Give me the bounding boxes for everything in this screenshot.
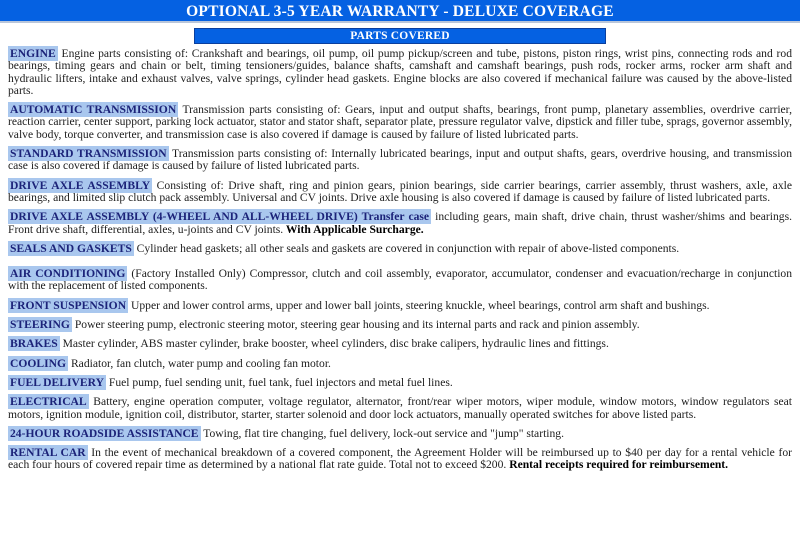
coverage-section <box>8 148 792 173</box>
coverage-section <box>8 48 792 97</box>
section-body-text: In the event of mechanical breakdown of a covered component, the Agreement Holder will be reimbursed up to $40 per day for a rental vehicle for each four hours of covered repair time as determined by a national flat rate guide. Total not to exceed $200. <box>8 446 793 472</box>
section-body-text: Cylinder head gaskets; all other seals and gaskets are covered in conjunction with repair of above-listed components. <box>133 241 680 255</box>
coverage-section <box>8 447 792 472</box>
coverage-section <box>8 180 792 205</box>
section-heading-label: DRIVE AXLE ASSEMBLY (4-WHEEL AND ALL-WHEEL DRIVE) <box>10 210 358 224</box>
section-heading-label: SEALS AND GASKETS <box>10 241 132 255</box>
coverage-section <box>8 396 792 421</box>
section-heading-label: STEERING <box>10 318 70 332</box>
coverage-section <box>8 377 792 389</box>
coverage-section <box>8 268 792 293</box>
coverage-section <box>8 243 792 255</box>
sections <box>0 44 800 472</box>
parts-covered-banner <box>194 28 606 44</box>
section-heading-label: AUTOMATIC TRANSMISSION <box>10 103 177 117</box>
section-heading-label: DRIVE AXLE ASSEMBLY <box>10 178 151 192</box>
section-heading <box>8 356 68 371</box>
section-body-text: Consisting of: Drive shaft, ring and pinion gears, pinion bearings, side carrier bearings, carrier assembly, thrust washers, axle, axle bearings, and limited slip clutch pack assembly. Universal and CV joints. Drive axle housing is also covered if damage is caused by failure of listed lubricated parts. <box>8 178 792 204</box>
section-body-text: including gears, main shaft, drive chain, thrust washer/shims and bearings. Front drive shaft, differential, axles, u-joints and CV joints. <box>8 210 792 236</box>
section-body-text: Transmission parts consisting of: Gears, input and output shafts, bearings, front pump, planetary assemblies, overdrive carrier, reaction carrier, center support, parking lock actuator, stator and stator shaft, separator plate, pressure regulator valve, dipstick and filler tube, sprags, governor assembly, valve body, torque converter, and transmission case is also covered if damage is caused by failure of listed lubricated parts. <box>8 103 792 141</box>
section-heading <box>8 336 60 351</box>
section-heading <box>8 317 72 332</box>
section-body-text: Battery, engine operation computer, voltage regulator, alternator, front/rear wiper motors, wiper module, window motors, window regulators seat motors, ignition module, ignition coil, distributor, starter, starter solenoid and door lock actuators, manually operated switches for above listed parts. <box>8 395 792 421</box>
section-body-bold-text: With Applicable Surcharge. <box>283 222 424 236</box>
section-body-text: (Factory Installed Only) Compressor, clutch and coil assembly, evaporator, accumulator, condenser and evacuation/recharge in conjunction with the replacement of listed components. <box>8 267 793 293</box>
coverage-section <box>8 104 792 141</box>
section-heading <box>8 298 128 313</box>
section-heading-label: BRAKES <box>10 337 58 351</box>
section-heading <box>8 375 106 390</box>
section-body-text: Towing, flat tire changing, fuel delivery, lock-out service and "jump" starting. <box>200 426 564 440</box>
coverage-section <box>8 211 792 236</box>
section-body-text: Engine parts consisting of: Crankshaft and bearings, oil pump, oil pump pickup/screen and tube, pistons, piston rings, wrist pins, connecting rods and rod bearings, timing gears and chain or belt, timing tensioners/guides, balance shafts, camshaft and camshaft bearings, push rods, rocker arms, rocker arm shaft and hydraulic lifters, intake and exhaust valves, valve springs, cylinder head gaskets. Engine blocks are also covered if mechanical failure was caused by the above-listed parts. <box>8 47 792 97</box>
warranty-title-banner <box>0 0 800 23</box>
warranty-title: OPTIONAL 3-5 YEAR WARRANTY - DELUXE COVERAGE <box>186 3 614 20</box>
coverage-section <box>8 338 792 350</box>
coverage-section <box>8 300 792 312</box>
section-body-text: Transmission parts consisting of: Internally lubricated bearings, input and output shafts, gears, overdrive housing, and transmission case is also covered if damage is caused by failure of listed lubricated parts. <box>8 147 793 173</box>
section-body-text: Fuel pump, fuel sending unit, fuel tank, fuel injectors and metal fuel lines. <box>105 375 453 389</box>
section-heading <box>8 426 201 441</box>
section-heading-label: AIR CONDITIONING <box>10 267 126 281</box>
section-body-text: Upper and lower control arms, upper and lower ball joints, steering knuckle, wheel bearings, control arm shaft and bushings. <box>128 298 710 312</box>
section-heading-label: COOLING <box>10 356 67 370</box>
section-body-bold-text: Rental receipts required for reimbursement. <box>506 458 729 472</box>
section-body-text: Master cylinder, ABS master cylinder, brake booster, wheel cylinders, disc brake calipers, hydraulic lines and fittings. <box>59 337 609 351</box>
section-heading-label: FRONT SUSPENSION <box>10 298 127 312</box>
section-heading-label: ENGINE <box>10 47 56 60</box>
section-heading-label: 24-HOUR ROADSIDE ASSISTANCE <box>10 426 199 440</box>
coverage-section <box>8 358 792 370</box>
section-heading-label: RENTAL CAR <box>10 446 86 460</box>
coverage-section <box>8 428 792 440</box>
section-body-text: Power steering pump, electronic steering motor, steering gear housing and its internal parts and rack and pinion assembly. <box>71 318 640 332</box>
section-heading-suffix: Transfer case <box>357 210 430 224</box>
section-body-text: Radiator, fan clutch, water pump and cooling fan motor. <box>68 356 331 370</box>
section-heading-label: FUEL DELIVERY <box>10 375 104 389</box>
section-heading-label: ELECTRICAL <box>10 395 87 409</box>
section-heading-label: STANDARD TRANSMISSION <box>10 147 167 161</box>
coverage-section <box>8 319 792 331</box>
parts-covered-title: PARTS COVERED <box>350 30 450 42</box>
section-heading <box>8 241 134 256</box>
